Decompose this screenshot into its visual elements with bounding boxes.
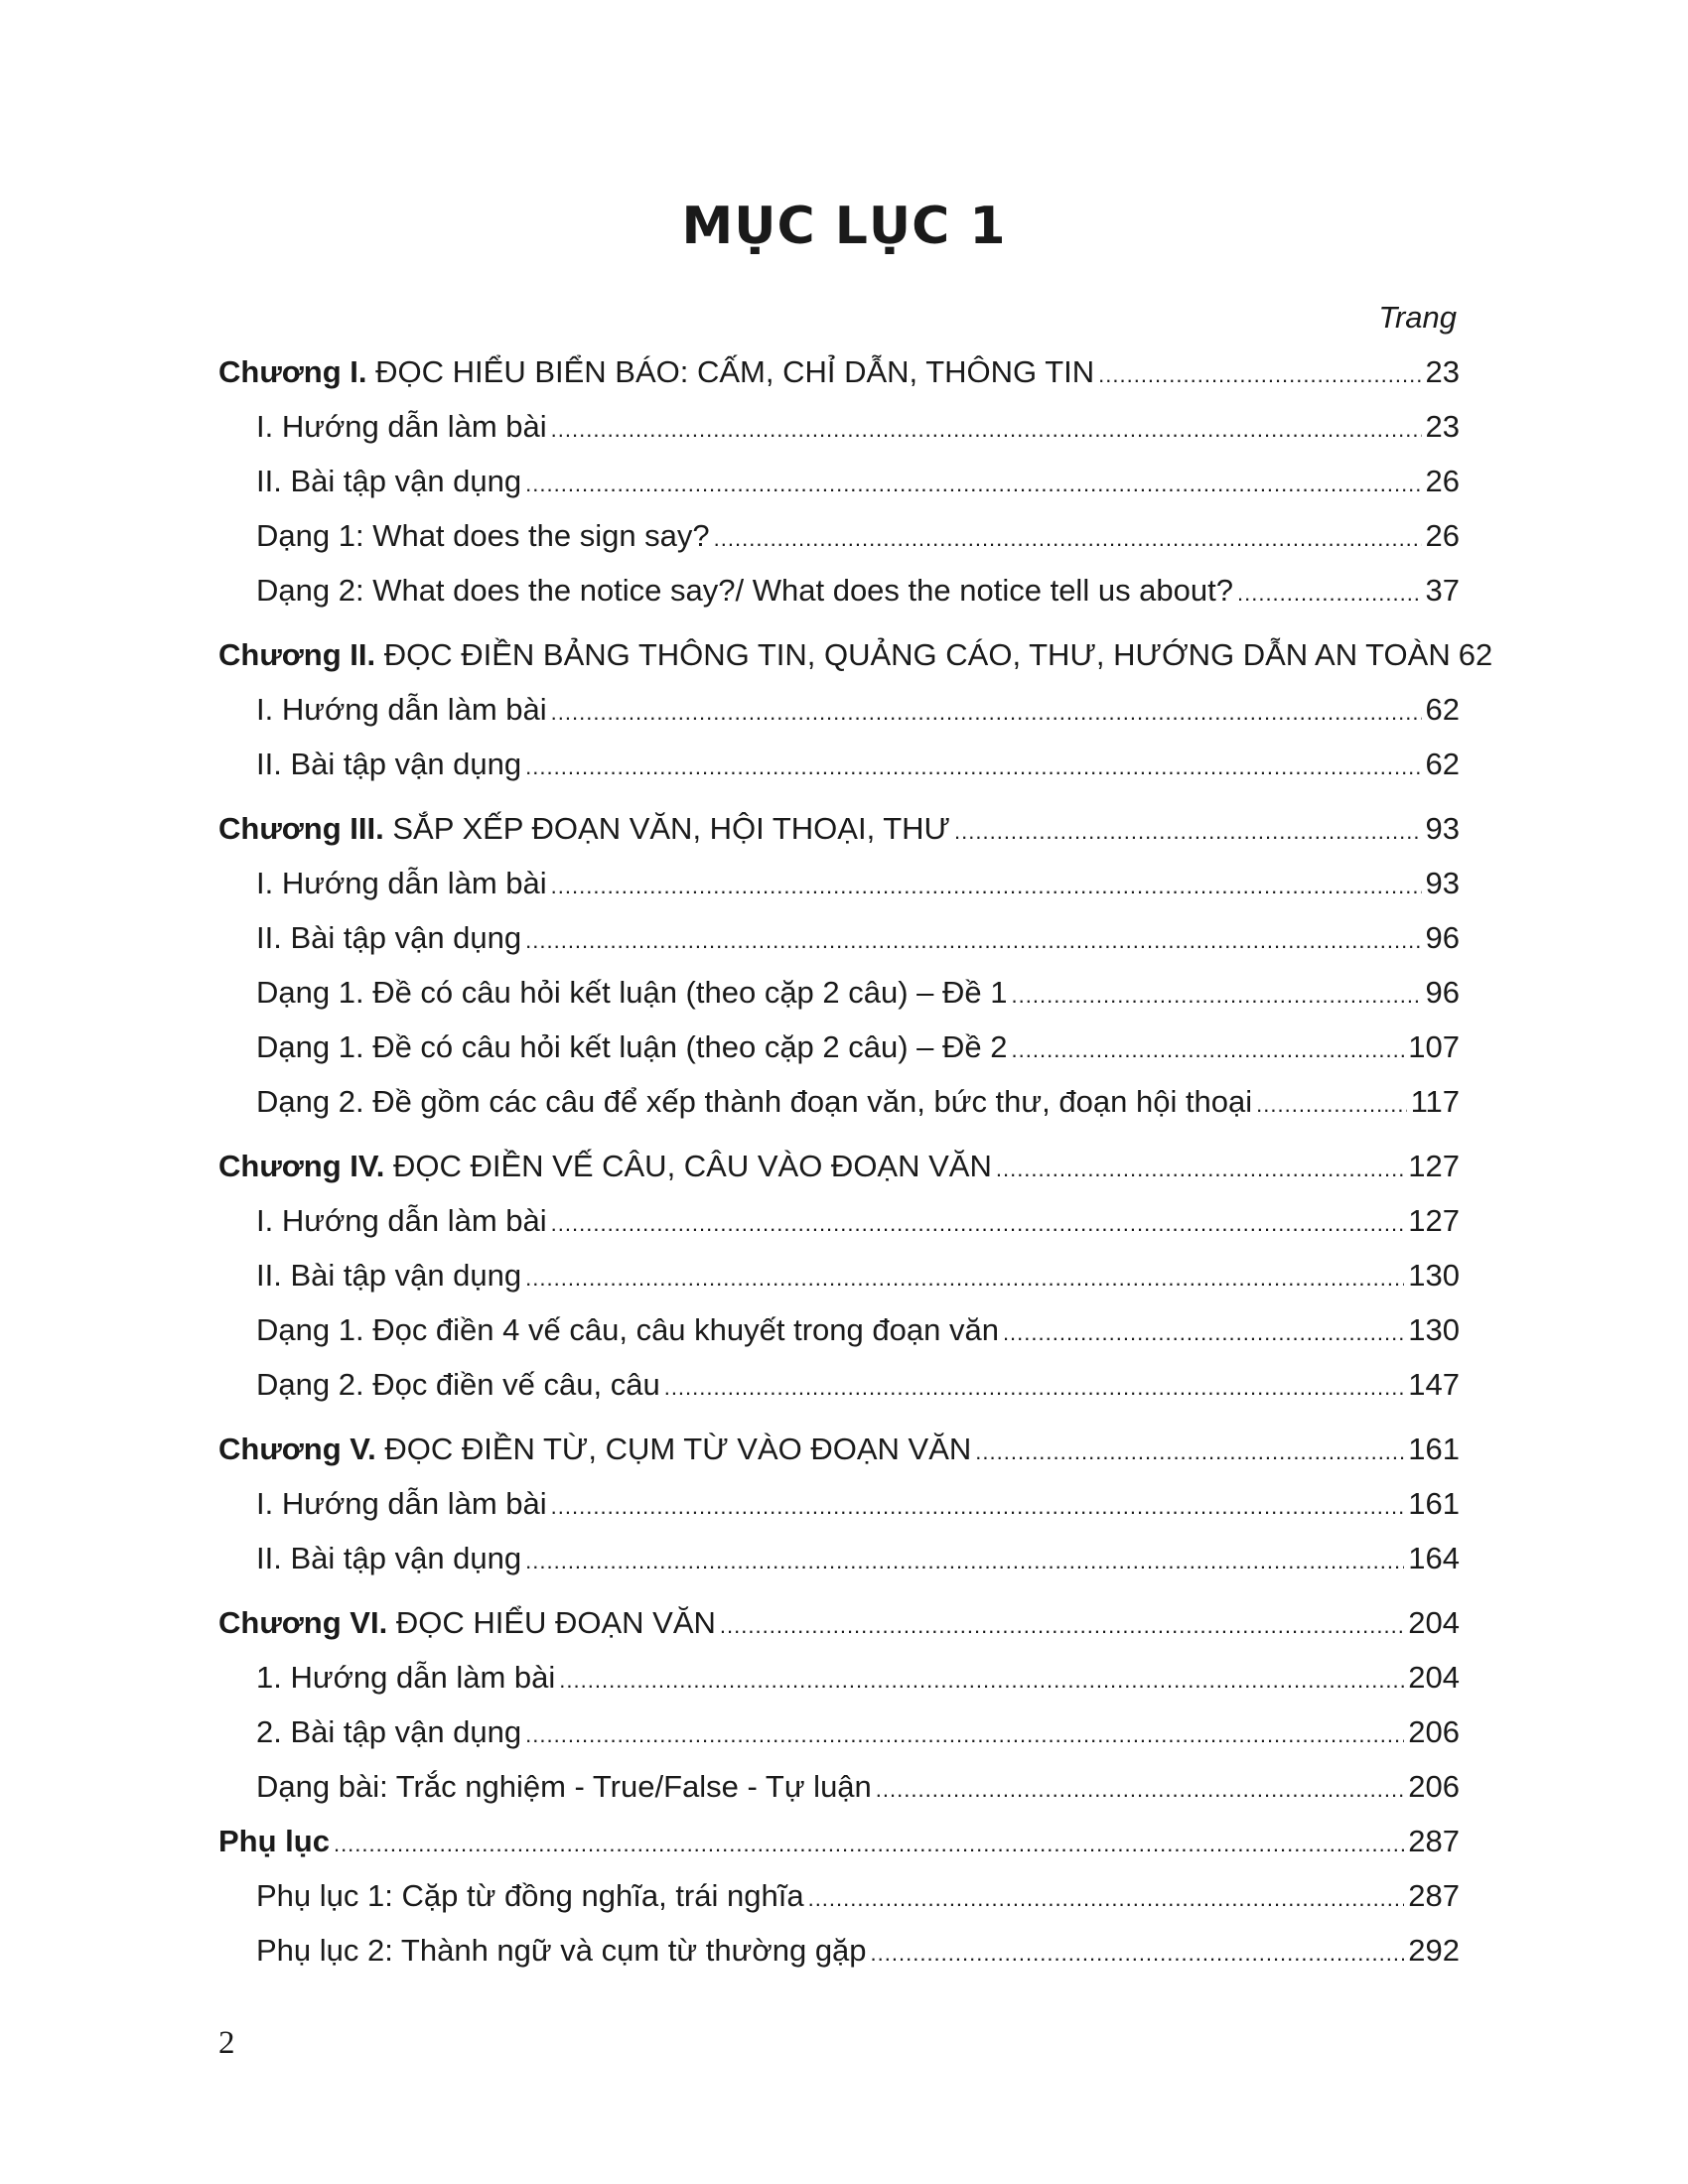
toc-item-label: I. Hướng dẫn làm bài: [256, 409, 547, 444]
dot-leader: [1012, 1023, 1405, 1077]
toc-item[interactable]: [218, 1357, 1460, 1412]
dot-leader: [334, 1817, 1404, 1871]
toc-item[interactable]: [218, 1650, 1460, 1705]
dot-leader: [1256, 1077, 1406, 1132]
page-ref: 164: [1408, 1541, 1460, 1575]
page-ref: 127: [1408, 1149, 1460, 1183]
toc-item-label: I. Hướng dẫn làm bài: [256, 866, 547, 900]
chapter-prefix: Chương VI.: [218, 1605, 388, 1640]
toc-appendix: [218, 1814, 1460, 1978]
dot-leader: [551, 685, 1422, 740]
chapter-title: ĐỌC ĐIỀN VẾ CÂU, CÂU VÀO ĐOẠN VĂN: [384, 1149, 992, 1183]
toc-item-label: I. Hướng dẫn làm bài: [256, 692, 547, 727]
page-ref: 204: [1408, 1605, 1460, 1640]
toc-item[interactable]: [218, 1705, 1460, 1759]
toc-chapter-heading[interactable]: [218, 627, 1493, 682]
toc-item-label: Phụ lục 1: Cặp từ đồng nghĩa, trái nghĩa: [256, 1878, 804, 1913]
toc-item-label: Phụ lục 2: Thành ngữ và cụm từ thường gặp: [256, 1933, 867, 1968]
toc-item[interactable]: [218, 1868, 1460, 1923]
chapter-title: ĐỌC HIỂU ĐOẠN VĂN: [387, 1605, 716, 1640]
page-ref: 26: [1425, 464, 1460, 498]
dot-leader: [975, 1425, 1404, 1479]
page-ref: 23: [1425, 354, 1460, 389]
toc-item-label: 2. Bài tập vận dụng: [256, 1714, 522, 1749]
dot-leader: [1098, 347, 1421, 402]
page-ref: 161: [1408, 1432, 1460, 1466]
page-ref: 130: [1408, 1258, 1460, 1293]
toc-item-label: II. Bài tập vận dụng: [256, 464, 522, 498]
toc-item[interactable]: [218, 965, 1460, 1020]
toc-chapter-5: [218, 1422, 1460, 1585]
dot-leader: [1012, 968, 1422, 1023]
page-column-header: Trang: [1378, 300, 1457, 335]
toc-item[interactable]: [218, 1476, 1460, 1531]
page-ref: 26: [1425, 518, 1460, 553]
page-ref: 206: [1408, 1769, 1460, 1804]
toc-item-label: Dạng 1. Đề có câu hỏi kết luận (theo cặp 2 câu) – Đề 2: [256, 1029, 1008, 1064]
toc-item-label: 1. Hướng dẫn làm bài: [256, 1660, 556, 1695]
dot-leader: [1237, 566, 1422, 620]
page-ref: 62: [1425, 747, 1460, 781]
page-ref: 161: [1408, 1486, 1460, 1521]
page-ref: 292: [1408, 1933, 1460, 1968]
toc-item[interactable]: [218, 856, 1460, 910]
page-ref: 204: [1408, 1660, 1460, 1695]
page-ref: 287: [1408, 1824, 1460, 1858]
toc-item[interactable]: [218, 737, 1460, 791]
chapter-title: SẮP XẾP ĐOẠN VĂN, HỘI THOẠI, THƯ: [383, 811, 951, 846]
page-ref: 62: [1458, 637, 1493, 672]
dot-leader: [551, 402, 1422, 457]
page-ref: 96: [1425, 920, 1460, 955]
page-ref: 287: [1408, 1878, 1460, 1913]
page-ref: 147: [1408, 1367, 1460, 1402]
dot-leader: [525, 1534, 1404, 1588]
page-ref: 62: [1425, 692, 1460, 727]
toc-item-label: Dạng 1. Đọc điền 4 vế câu, câu khuyết trong đoạn văn: [256, 1312, 999, 1347]
toc-chapter-3: [218, 801, 1460, 1129]
toc-item[interactable]: [218, 1531, 1460, 1585]
toc-item-label: Dạng 1. Đề có câu hỏi kết luận (theo cặp 2 câu) – Đề 1: [256, 975, 1008, 1010]
dot-leader: [876, 1762, 1404, 1817]
toc-chapter-heading[interactable]: [218, 801, 1460, 856]
toc-chapter-heading[interactable]: [218, 344, 1460, 399]
page-number: 2: [218, 2025, 235, 2061]
toc-chapter-heading[interactable]: [218, 1595, 1460, 1650]
toc-item[interactable]: [218, 1074, 1460, 1129]
toc-item-label: II. Bài tập vận dụng: [256, 747, 522, 781]
dot-leader: [525, 1707, 1404, 1762]
toc-chapter-2: [218, 627, 1493, 791]
chapter-prefix: Phụ lục: [218, 1824, 330, 1858]
toc-item-label: II. Bài tập vận dụng: [256, 1541, 522, 1575]
toc-item[interactable]: [218, 1248, 1460, 1302]
toc-item[interactable]: [218, 910, 1460, 965]
page-ref: 23: [1425, 409, 1460, 444]
toc-item[interactable]: [218, 508, 1460, 563]
table-of-contents: [218, 344, 1493, 1987]
dot-leader: [559, 1653, 1404, 1707]
dot-leader: [525, 740, 1421, 794]
dot-leader: [525, 457, 1421, 511]
dot-leader: [808, 1871, 1405, 1926]
toc-item-label: II. Bài tập vận dụng: [256, 920, 522, 955]
page-ref: 37: [1425, 573, 1460, 608]
toc-item-label: II. Bài tập vận dụng: [256, 1258, 522, 1293]
chapter-prefix: Chương I.: [218, 354, 367, 389]
dot-leader: [996, 1142, 1404, 1196]
toc-item[interactable]: [218, 1020, 1460, 1074]
toc-item-label: Dạng 2. Đọc điền vế câu, câu: [256, 1367, 660, 1402]
toc-item-label: I. Hướng dẫn làm bài: [256, 1203, 547, 1238]
chapter-title: ĐỌC ĐIỀN TỪ, CỤM TỪ VÀO ĐOẠN VĂN: [375, 1432, 972, 1466]
dot-leader: [525, 913, 1421, 968]
dot-leader: [714, 511, 1422, 566]
dot-leader: [720, 1598, 1404, 1653]
toc-chapter-4: [218, 1139, 1460, 1412]
toc-chapter-1: [218, 344, 1460, 617]
toc-item-label: Dạng 2: What does the notice say?/ What does the notice tell us about?: [256, 573, 1233, 608]
chapter-title: ĐỌC HIỂU BIỂN BÁO: CẤM, CHỈ DẪN, THÔNG TIN: [366, 354, 1095, 389]
page-ref: 130: [1408, 1312, 1460, 1347]
toc-item[interactable]: [218, 399, 1460, 454]
toc-item[interactable]: [218, 1193, 1460, 1248]
dot-leader: [551, 1479, 1405, 1534]
toc-item[interactable]: [218, 682, 1460, 737]
toc-item-label: I. Hướng dẫn làm bài: [256, 1486, 547, 1521]
page-ref: 93: [1425, 811, 1460, 846]
toc-item[interactable]: [218, 563, 1460, 617]
toc-chapter-6: [218, 1595, 1460, 1814]
page-ref: 117: [1410, 1084, 1460, 1119]
dot-leader: [551, 1196, 1405, 1251]
toc-item[interactable]: [218, 1759, 1460, 1814]
toc-item[interactable]: [218, 1923, 1460, 1978]
chapter-prefix: Chương II.: [218, 637, 376, 672]
toc-item[interactable]: [218, 454, 1460, 508]
chapter-prefix: Chương IV.: [218, 1149, 385, 1183]
toc-item-label: Dạng 2. Đề gồm các câu để xếp thành đoạn văn, bức thư, đoạn hội thoại: [256, 1084, 1253, 1119]
page-ref: 93: [1425, 866, 1460, 900]
toc-item-label: Dạng bài: Trắc nghiệm - True/False - Tự luận: [256, 1769, 872, 1804]
chapter-prefix: Chương V.: [218, 1432, 376, 1466]
page-ref: 127: [1408, 1203, 1460, 1238]
dot-leader: [525, 1251, 1404, 1305]
toc-item-label: Dạng 1: What does the sign say?: [256, 518, 710, 553]
toc-chapter-heading[interactable]: [218, 1422, 1460, 1476]
chapter-prefix: Chương III.: [218, 811, 384, 846]
toc-item[interactable]: [218, 1302, 1460, 1357]
dot-leader: [1003, 1305, 1404, 1360]
dot-leader: [954, 804, 1421, 859]
dot-leader: [664, 1360, 1405, 1415]
dot-leader: [551, 859, 1422, 913]
page-ref: 107: [1408, 1029, 1460, 1064]
toc-chapter-heading[interactable]: [218, 1139, 1460, 1193]
chapter-title: ĐỌC ĐIỀN BẢNG THÔNG TIN, QUẢNG CÁO, THƯ, HƯỚNG DẪN AN TOÀN: [375, 637, 1451, 672]
page-ref: 96: [1425, 975, 1460, 1010]
page-title: MỤC LỤC 1: [681, 197, 1007, 256]
toc-chapter-heading[interactable]: [218, 1814, 1460, 1868]
dot-leader: [871, 1926, 1405, 1980]
page-ref: 206: [1408, 1714, 1460, 1749]
